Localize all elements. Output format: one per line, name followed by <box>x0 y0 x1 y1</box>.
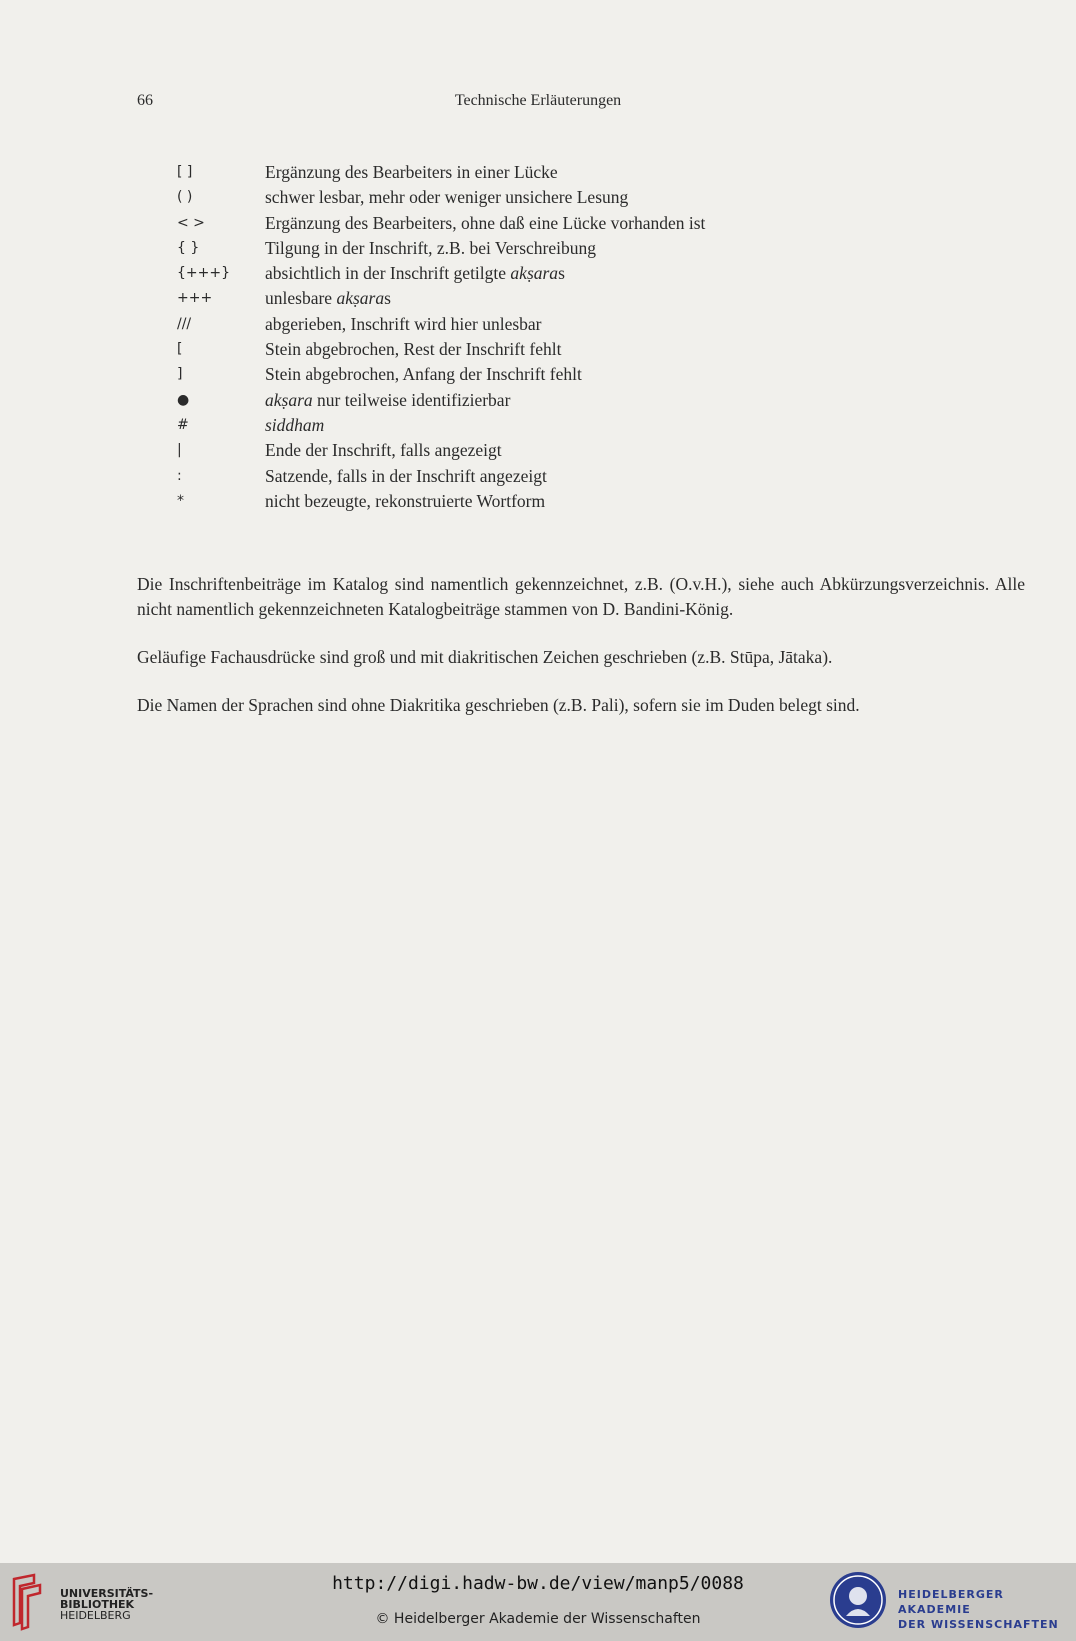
legend-row <box>177 388 977 413</box>
legend-row <box>177 211 977 236</box>
legend-row <box>177 185 977 210</box>
legend-text: schwer lesbar, mehr oder weniger unsichere Lesung <box>265 187 629 208</box>
legend-text: Stein abgebrochen, Anfang der Inschrift fehlt <box>265 364 582 385</box>
legend-row <box>177 160 977 185</box>
legend-symbol: +++ <box>177 290 213 307</box>
legend-row <box>177 236 977 261</box>
paragraph-language-names: Die Namen der Sprachen sind ohne Diakritika geschrieben (z.B. Pali), sofern sie im Duden belegt sind. <box>137 695 860 715</box>
paragraph-authorship: Die Inschriftenbeiträge im Katalog sind namentlich gekennzeichnet, z.B. (O.v.H.), siehe auch Abkürzungsverzeichnis. Alle nicht namentlich gekennzeichneten Katalogbeiträge stammen von D. Bandini-König. <box>137 574 1025 619</box>
body-text <box>137 572 1025 741</box>
legend-text: Satzende, falls in der Inschrift angezeigt <box>265 465 547 486</box>
legend-symbol: ] <box>177 366 183 383</box>
legend-symbol: [ <box>177 341 183 358</box>
legend-text: absichtlich in der Inschrift getilgte akṣaras <box>265 263 565 284</box>
running-title: Technische Erläuterungen <box>454 92 622 109</box>
symbol-legend <box>177 160 977 514</box>
legend-row <box>177 286 977 311</box>
legend-text: Stein abgebrochen, Rest der Inschrift fehlt <box>265 339 562 360</box>
legend-symbol: : <box>177 467 182 484</box>
legend-text: Ergänzung des Bearbeiters, ohne daß eine Lücke vorhanden ist <box>265 212 706 233</box>
legend-row <box>177 464 977 489</box>
legend-row <box>177 413 977 438</box>
page-header <box>0 92 1076 116</box>
legend-text: unlesbare akṣaras <box>265 288 391 309</box>
legend-symbol: /// <box>177 315 192 332</box>
legend-symbol: < > <box>177 214 205 231</box>
university-library-name: UNIVERSITÄTS- BIBLIOTHEK HEIDELBERG <box>60 1587 154 1622</box>
legend-text: Ende der Inschrift, falls angezeigt <box>265 440 502 461</box>
legend-symbol: {+++} <box>177 265 231 282</box>
bullet-icon: ● <box>177 391 190 408</box>
legend-row <box>177 362 977 387</box>
legend-symbol: # <box>177 416 189 433</box>
legend-text: nicht bezeugte, rekonstruierte Wortform <box>265 490 546 511</box>
legend-text: Ergänzung des Bearbeiters in einer Lücke <box>265 162 558 182</box>
legend-row <box>177 438 977 463</box>
legend-text: siddham <box>265 414 325 435</box>
legend-row <box>177 261 977 286</box>
legend-symbol: { } <box>177 239 200 256</box>
academy-seal-icon <box>830 1572 886 1628</box>
legend-symbol: * <box>177 492 184 509</box>
legend-text: akṣara nur teilweise identifizierbar <box>265 389 511 410</box>
legend-symbol: [ ] <box>177 164 193 180</box>
legend-row <box>177 312 977 337</box>
digitization-footer <box>0 1563 1076 1641</box>
legend-row <box>177 337 977 362</box>
copyright-notice: © Heidelberger Akademie der Wissenschaften <box>375 1611 701 1627</box>
legend-row <box>177 489 977 514</box>
legend-symbol: ( ) <box>177 189 193 206</box>
legend-text: Tilgung in der Inschrift, z.B. bei Verschreibung <box>265 237 596 258</box>
legend-symbol: | <box>177 442 182 459</box>
page-number: 66 <box>137 92 153 109</box>
permalink-url[interactable]: http://digi.hadw-bw.de/view/manp5/0088 <box>332 1573 744 1594</box>
legend-text: abgerieben, Inschrift wird hier unlesbar <box>265 313 542 334</box>
academy-name: HEIDELBERGER AKADEMIE DER WISSENSCHAFTEN <box>898 1588 1059 1631</box>
paragraph-technical-terms: Geläufige Fachausdrücke sind groß und mit diakritischen Zeichen geschrieben (z.B. Stūpa, Jātaka). <box>137 647 833 667</box>
